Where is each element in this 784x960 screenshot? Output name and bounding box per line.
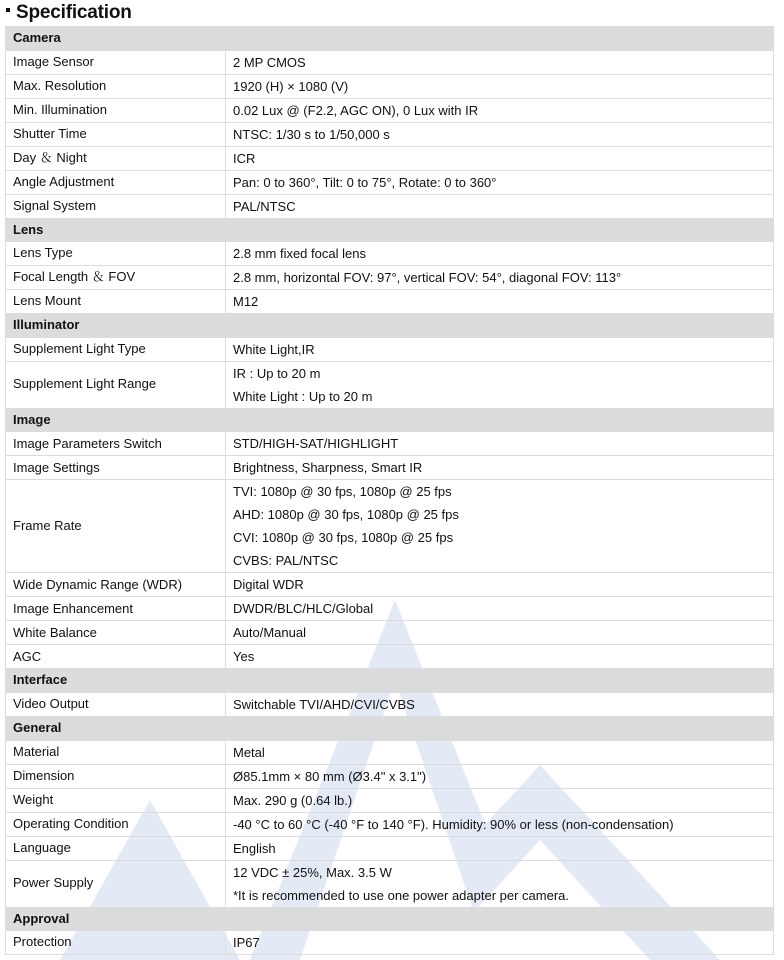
spec-label: Language (6, 836, 226, 860)
table-row (6, 812, 774, 836)
spec-value-line: English (233, 840, 276, 856)
spec-label: Video Output (6, 692, 226, 716)
spec-label: Lens Mount (6, 290, 226, 314)
spec-label: Focal Length ＆ FOV (6, 266, 226, 290)
spec-label: Lens Type (6, 242, 226, 266)
spec-value-line: White Light : Up to 20 m (233, 388, 373, 404)
spec-label: Image Parameters Switch (6, 432, 226, 456)
spec-value-line: White Light,IR (233, 341, 315, 357)
table-row (6, 432, 774, 456)
section-title: Lens (6, 218, 774, 242)
table-row (6, 74, 774, 98)
spec-value-line: Digital WDR (233, 577, 304, 593)
table-row (6, 931, 774, 955)
spec-value-line: CVBS: PAL/NTSC (233, 553, 339, 569)
spec-value (226, 836, 774, 860)
spec-value-line: -40 °C to 60 °C (-40 °F to 140 °F). Humidity: 90% or less (non-condensation) (233, 816, 674, 832)
spec-value (226, 361, 774, 408)
section-header (6, 314, 774, 338)
spec-value-line: *It is recommended to use one power adapter per camera. (233, 887, 570, 903)
table-row (6, 836, 774, 860)
table-row (6, 266, 774, 290)
spec-value (226, 242, 774, 266)
spec-value-line: Switchable TVI/AHD/CVI/CVBS (233, 696, 415, 712)
spec-value-line: 2.8 mm, horizontal FOV: 97°, vertical FOV: 54°, diagonal FOV: 113° (233, 270, 622, 286)
spec-value-line: AHD: 1080p @ 30 fps, 1080p @ 25 fps (233, 507, 459, 523)
spec-value (226, 122, 774, 146)
spec-value-line: Max. 290 g (0.64 lb.) (233, 792, 353, 808)
spec-value-line: Pan: 0 to 360°, Tilt: 0 to 75°, Rotate: 0 to 360° (233, 174, 497, 190)
spec-label: Image Settings (6, 456, 226, 480)
section-title: Camera (6, 27, 774, 51)
spec-label: Frame Rate (6, 480, 226, 573)
table-row (6, 361, 774, 408)
spec-value (226, 480, 774, 573)
spec-label: Min. Illumination (6, 98, 226, 122)
spec-label: Image Enhancement (6, 597, 226, 621)
table-row (6, 290, 774, 314)
table-row (6, 621, 774, 645)
table-row (6, 337, 774, 361)
spec-value (226, 170, 774, 194)
spec-value-line: DWDR/BLC/HLC/Global (233, 601, 374, 617)
spec-value (226, 456, 774, 480)
table-row (6, 788, 774, 812)
spec-value-line: IP67 (233, 935, 260, 951)
spec-value (226, 74, 774, 98)
table-row (6, 50, 774, 74)
spec-label: Material (6, 740, 226, 764)
section-header (6, 218, 774, 242)
table-row (6, 764, 774, 788)
spec-value (226, 764, 774, 788)
page-title (6, 2, 132, 24)
section-title: Illuminator (6, 314, 774, 338)
spec-value-line: Yes (233, 649, 255, 665)
spec-label: Supplement Light Range (6, 361, 226, 408)
spec-table (5, 26, 774, 955)
spec-label: Protection (6, 931, 226, 955)
spec-value-line: Metal (233, 744, 265, 760)
table-row (6, 573, 774, 597)
section-title: Interface (6, 669, 774, 693)
table-row (6, 860, 774, 907)
spec-label: Supplement Light Type (6, 337, 226, 361)
bullet-icon (6, 8, 10, 12)
spec-value-line: NTSC: 1/30 s to 1/50,000 s (233, 126, 390, 142)
section-header (6, 669, 774, 693)
section-title: Approval (6, 907, 774, 931)
spec-value (226, 692, 774, 716)
title-text: Specification (16, 2, 132, 23)
spec-value (226, 860, 774, 907)
spec-value-line: 2 MP CMOS (233, 54, 306, 70)
table-row (6, 645, 774, 669)
spec-value-line: STD/HIGH-SAT/HIGHLIGHT (233, 436, 399, 452)
spec-value (226, 573, 774, 597)
spec-value-line: ICR (233, 150, 256, 166)
spec-value (226, 432, 774, 456)
spec-value (226, 740, 774, 764)
table-row (6, 122, 774, 146)
spec-value (226, 337, 774, 361)
spec-label: Power Supply (6, 860, 226, 907)
spec-value-line: 0.02 Lux @ (F2.2, AGC ON), 0 Lux with IR (233, 102, 479, 118)
spec-label: Operating Condition (6, 812, 226, 836)
table-row (6, 692, 774, 716)
spec-label: White Balance (6, 621, 226, 645)
spec-value (226, 931, 774, 955)
spec-value (226, 597, 774, 621)
table-row (6, 740, 774, 764)
spec-value (226, 50, 774, 74)
spec-label: Dimension (6, 764, 226, 788)
spec-label: Signal System (6, 194, 226, 218)
spec-value-line: Auto/Manual (233, 625, 306, 641)
section-header (6, 408, 774, 432)
spec-value (226, 146, 774, 170)
table-row (6, 146, 774, 170)
table-row (6, 98, 774, 122)
spec-label: Day ＆ Night (6, 146, 226, 170)
spec-value-line: Brightness, Sharpness, Smart IR (233, 460, 423, 476)
section-header (6, 27, 774, 51)
spec-label: Wide Dynamic Range (WDR) (6, 573, 226, 597)
spec-value (226, 621, 774, 645)
spec-value (226, 194, 774, 218)
spec-value (226, 266, 774, 290)
spec-value (226, 290, 774, 314)
spec-value-line: 2.8 mm fixed focal lens (233, 246, 366, 262)
spec-label: Image Sensor (6, 50, 226, 74)
spec-value-line: PAL/NTSC (233, 198, 296, 214)
spec-value-line: M12 (233, 294, 259, 310)
table-row (6, 242, 774, 266)
spec-value (226, 812, 774, 836)
spec-label: Max. Resolution (6, 74, 226, 98)
table-row (6, 194, 774, 218)
section-title: Image (6, 408, 774, 432)
spec-value-line: 12 VDC ± 25%, Max. 3.5 W (233, 864, 392, 880)
spec-label: Shutter Time (6, 122, 226, 146)
table-row (6, 597, 774, 621)
table-row (6, 456, 774, 480)
spec-value-line: CVI: 1080p @ 30 fps, 1080p @ 25 fps (233, 530, 454, 546)
spec-value-line: TVI: 1080p @ 30 fps, 1080p @ 25 fps (233, 484, 452, 500)
spec-value-line: Ø85.1mm × 80 mm (Ø3.4" x 3.1") (233, 768, 427, 784)
table-row (6, 170, 774, 194)
spec-value (226, 98, 774, 122)
spec-label: Angle Adjustment (6, 170, 226, 194)
spec-label: AGC (6, 645, 226, 669)
section-title: General (6, 716, 774, 740)
spec-value-line: IR : Up to 20 m (233, 365, 321, 381)
section-header (6, 716, 774, 740)
spec-value (226, 645, 774, 669)
spec-label: Weight (6, 788, 226, 812)
spec-value (226, 788, 774, 812)
section-header (6, 907, 774, 931)
table-row (6, 480, 774, 573)
spec-value-line: 1920 (H) × 1080 (V) (233, 78, 349, 94)
